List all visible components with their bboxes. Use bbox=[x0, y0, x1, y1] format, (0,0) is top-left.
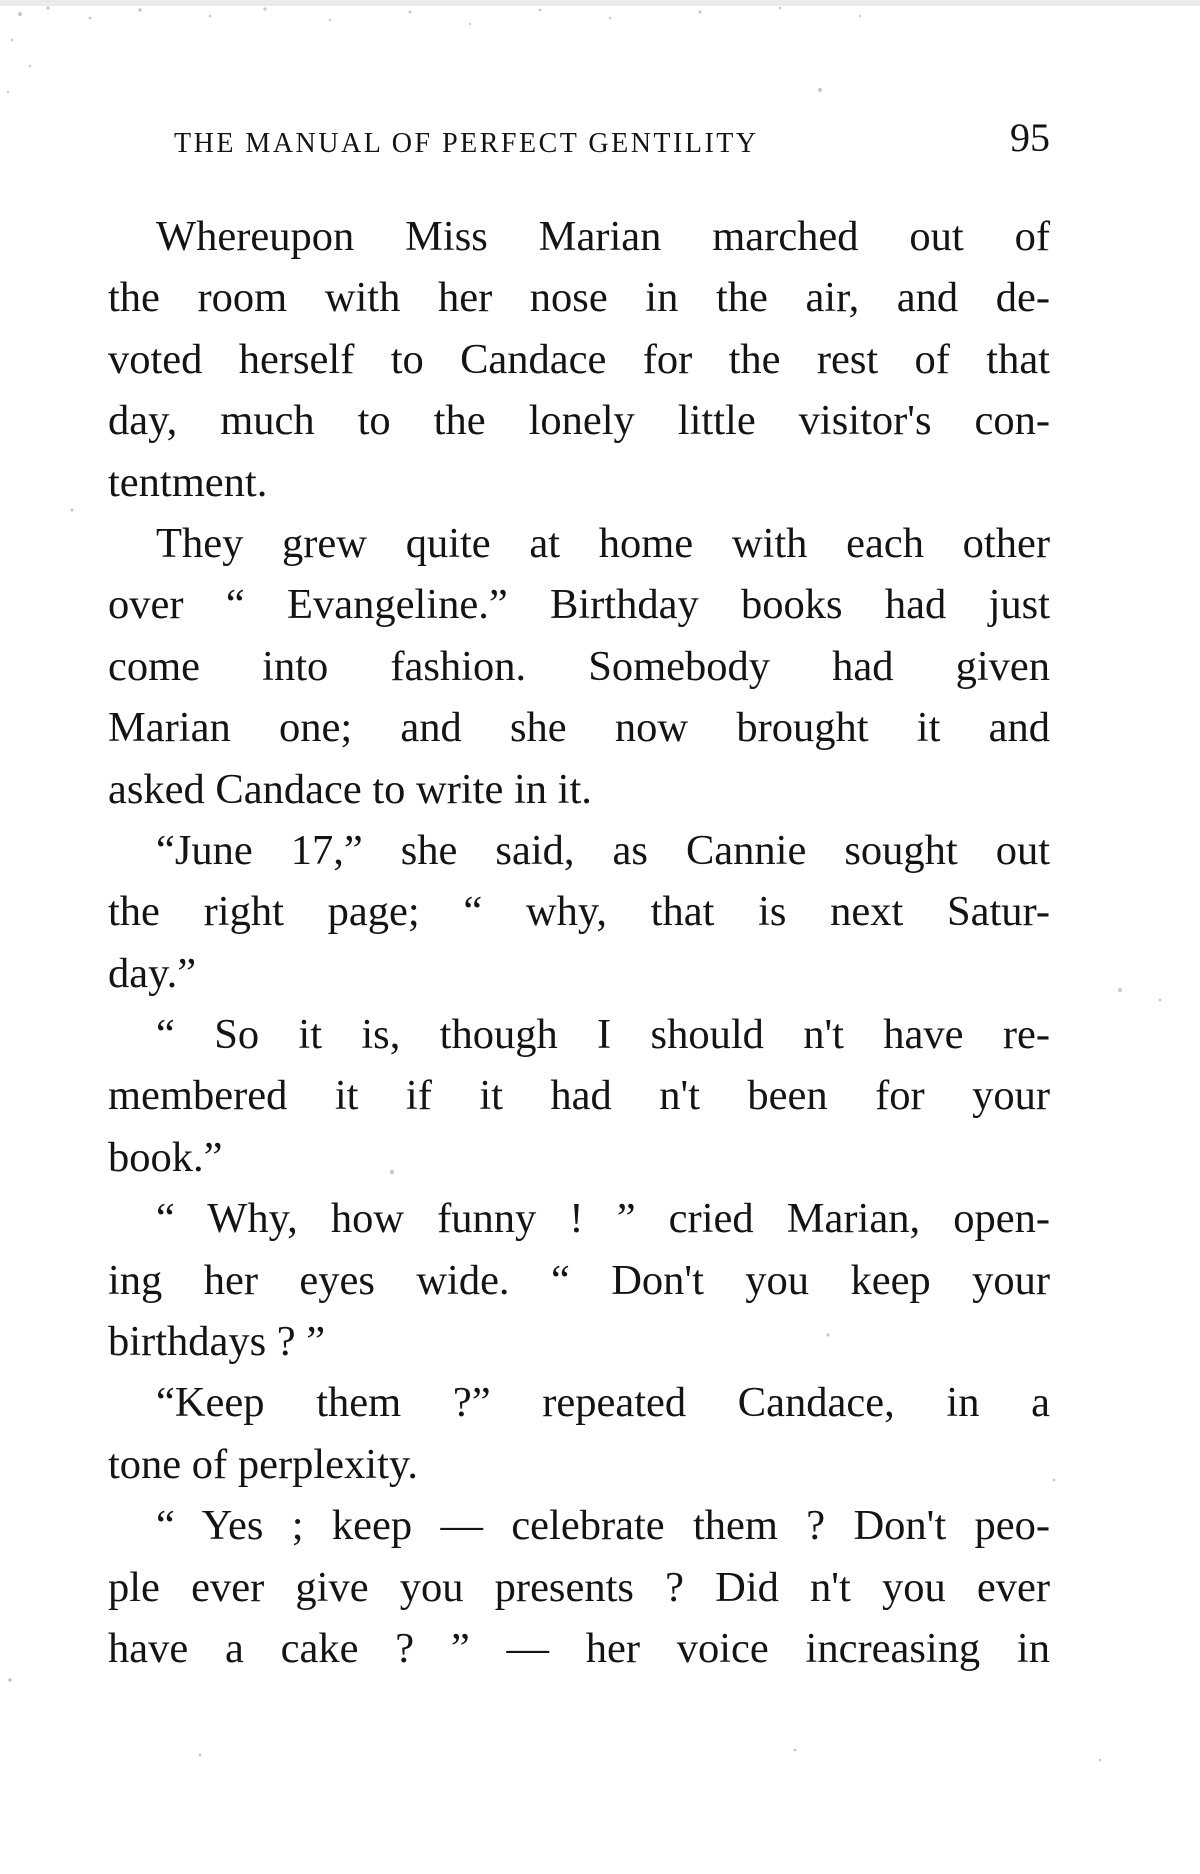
text-line: They grew quite at home with each other bbox=[156, 519, 1050, 567]
text-line: asked Candace to write in it. bbox=[108, 765, 592, 813]
body-text bbox=[108, 206, 1050, 1679]
text-line: Marian one; and she now brought it and bbox=[108, 704, 1050, 752]
text-line: the right page; “ why, that is next Satur- bbox=[108, 888, 1050, 936]
text-line: “ Why, how funny ! ” cried Marian, open- bbox=[156, 1195, 1050, 1243]
text-line: voted herself to Candace for the rest of that bbox=[108, 335, 1050, 383]
text-line: tentment. bbox=[108, 458, 268, 506]
text-line: the room with her nose in the air, and de- bbox=[108, 274, 1050, 322]
text-line: birthdays ? ” bbox=[108, 1318, 326, 1366]
text-line: come into fashion. Somebody had given bbox=[108, 642, 1050, 690]
text-line: book.” bbox=[108, 1133, 223, 1181]
text-line: membered it if it had n't been for your bbox=[108, 1072, 1050, 1120]
text-line: day.” bbox=[108, 949, 197, 997]
text-line: “Keep them ?” repeated Candace, in a bbox=[156, 1379, 1050, 1427]
page-number: 95 bbox=[1010, 115, 1050, 160]
text-line: “ So it is, though I should n't have re- bbox=[156, 1011, 1050, 1059]
text-line: ing her eyes wide. “ Don't you keep your bbox=[108, 1256, 1050, 1304]
text-line: have a cake ? ” — her voice increasing in bbox=[108, 1624, 1050, 1672]
text-line: Whereupon Miss Marian marched out of bbox=[156, 213, 1050, 260]
running-head bbox=[174, 115, 1050, 164]
running-title: THE MANUAL OF PERFECT GENTILITY bbox=[174, 128, 759, 159]
text-line: day, much to the lonely little visitor's con- bbox=[108, 397, 1050, 445]
text-line: “June 17,” she said, as Cannie sought out bbox=[156, 826, 1050, 874]
text-line: “ Yes ; keep — celebrate them ? Don't peo- bbox=[156, 1502, 1050, 1550]
text-line: over “ Evangeline.” Birthday books had just bbox=[108, 581, 1050, 629]
text-line: tone of perplexity. bbox=[108, 1440, 418, 1488]
text-line: ple ever give you presents ? Did n't you ever bbox=[108, 1563, 1050, 1611]
